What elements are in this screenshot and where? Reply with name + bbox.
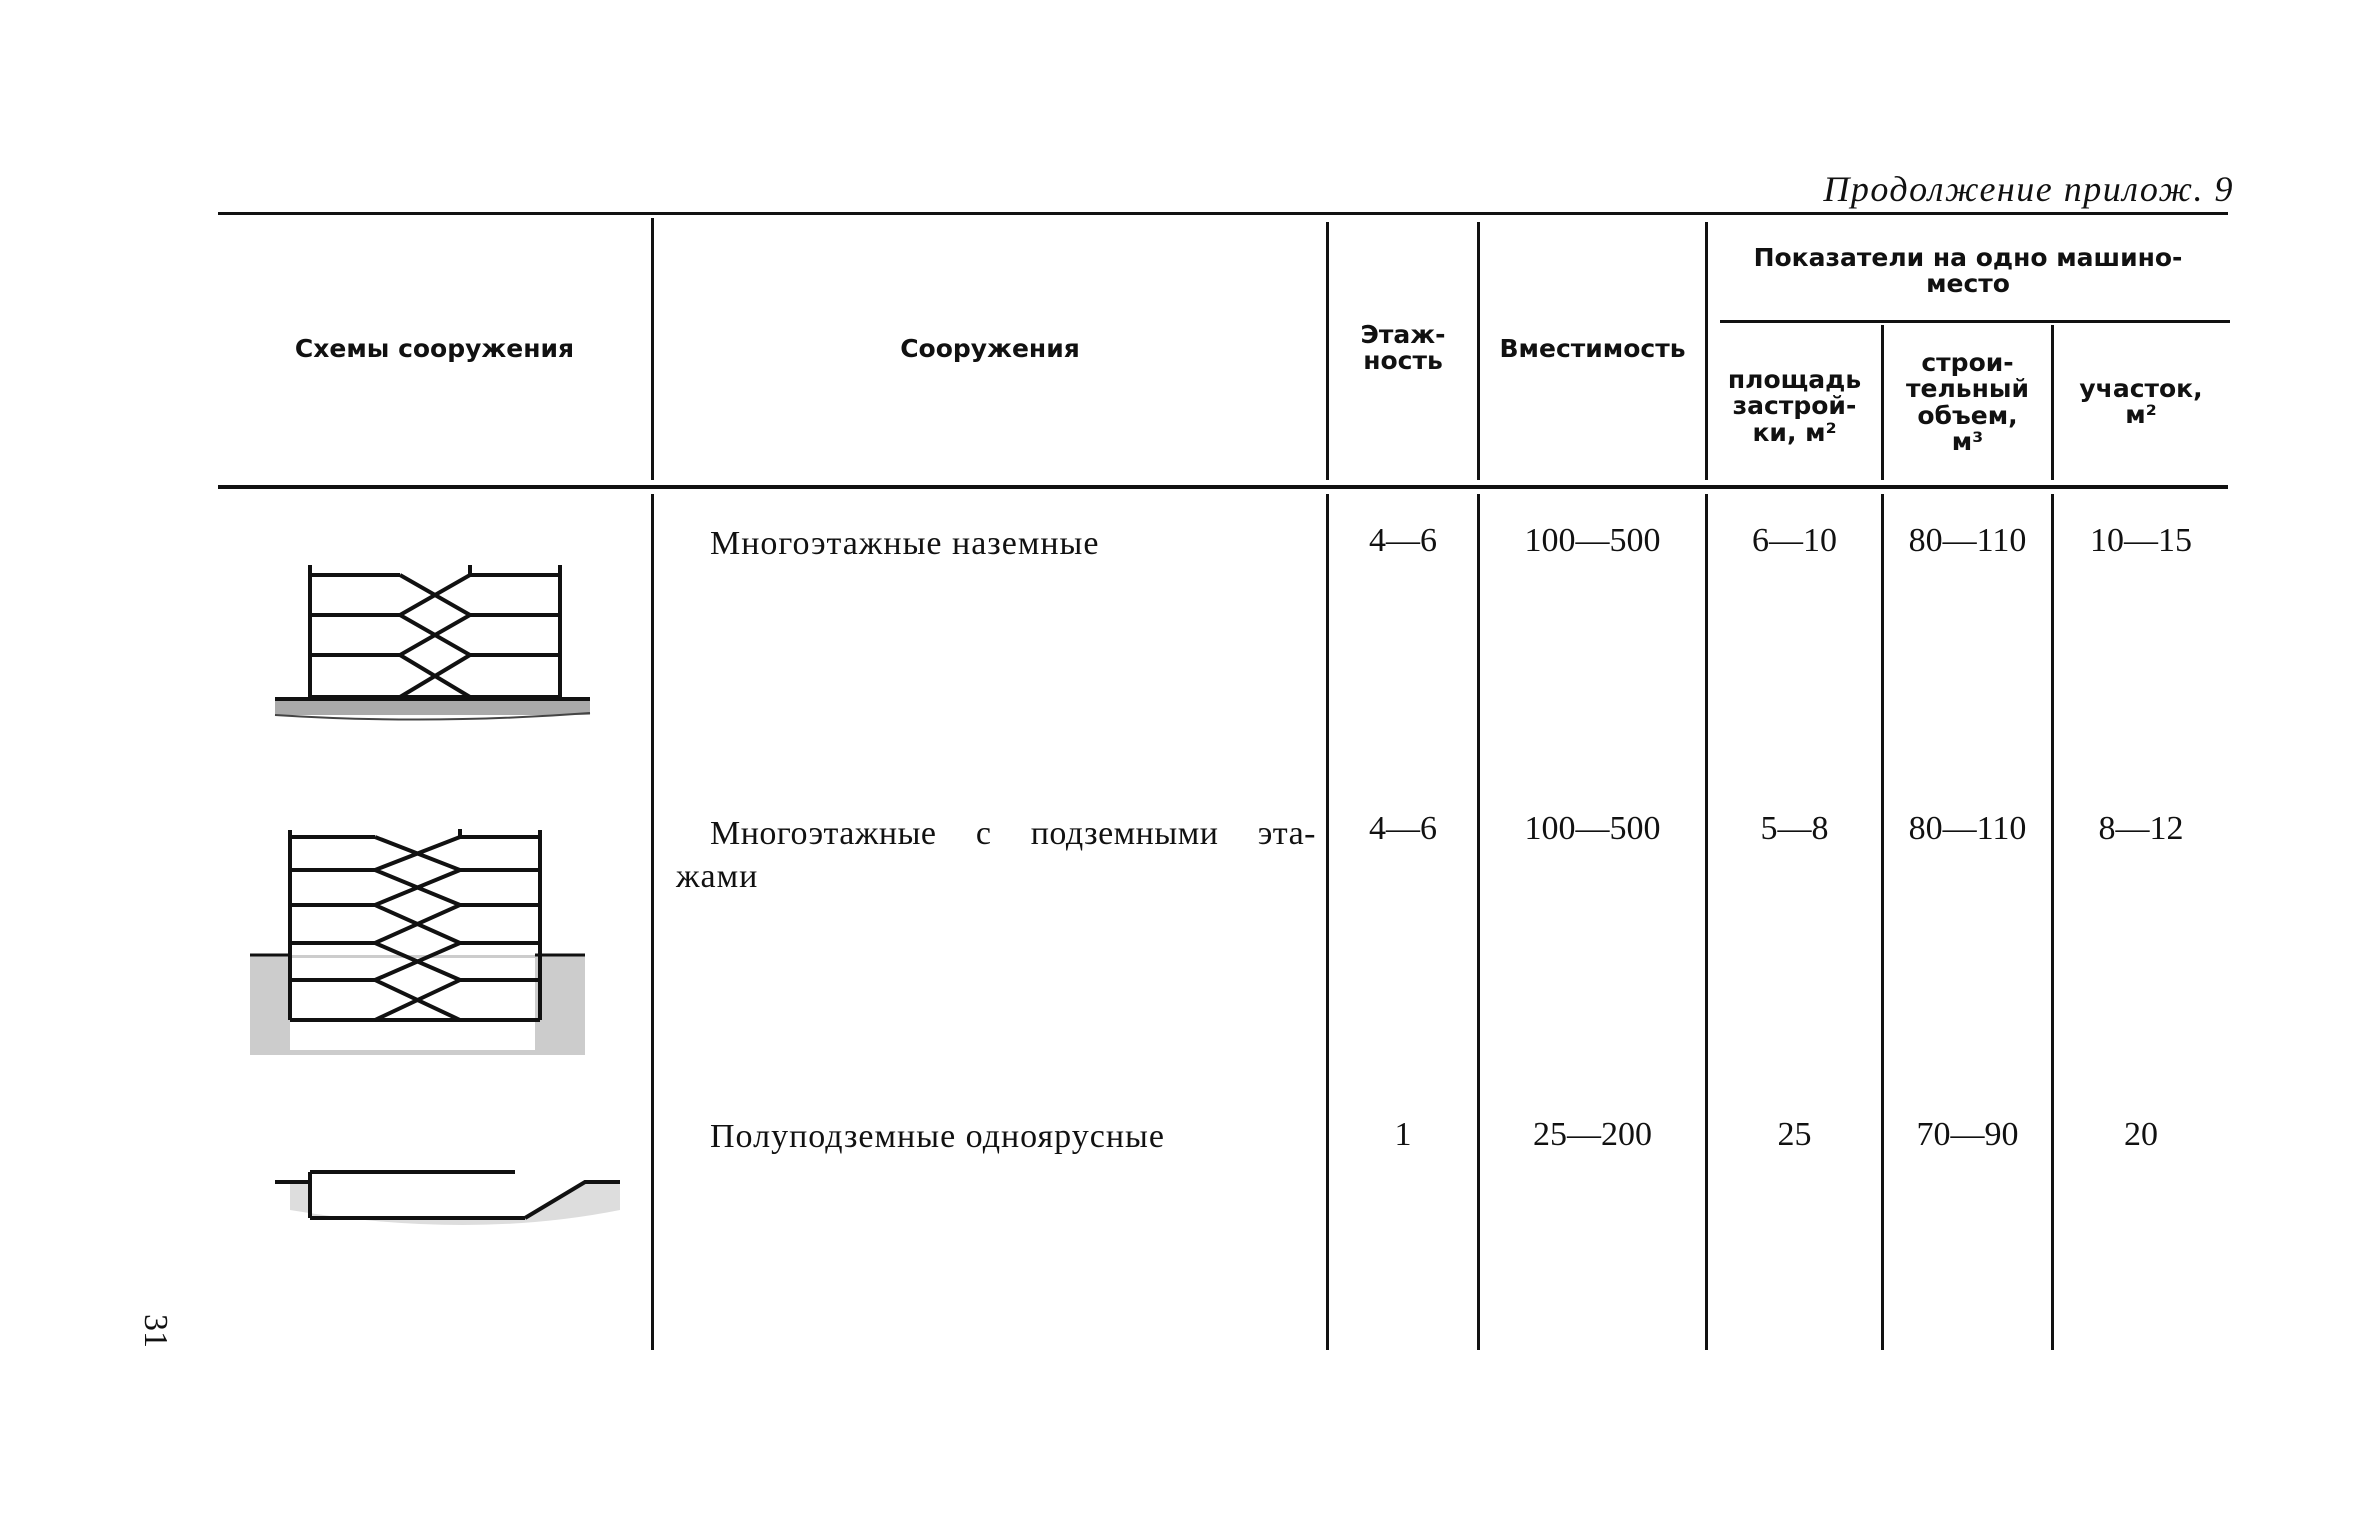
column-rule	[2051, 494, 2054, 1350]
page-number: 31	[137, 1314, 174, 1348]
semi-underground-single-tier-scheme-icon	[270, 1160, 630, 1240]
header-capacity: Вместимость	[1499, 334, 1686, 363]
cell-floors: 4—6	[1369, 810, 1437, 847]
cell-plot: 20	[2124, 1116, 2158, 1153]
cell-plot: 8—12	[2098, 810, 2184, 847]
header-structures: Сооружения	[900, 334, 1080, 363]
structure-name: Многоэтажные наземные	[710, 525, 1100, 562]
cell-volume: 70—90	[1916, 1116, 2019, 1153]
cell-area: 5—8	[1760, 810, 1829, 847]
cell-capacity: 25—200	[1533, 1116, 1652, 1153]
structure-name: Полуподземные одноярусные	[710, 1118, 1165, 1155]
header-group: Показатели на одно машино- место	[1753, 243, 2183, 299]
header-floors: Этаж- ность	[1360, 320, 1446, 376]
group-header-rule	[1720, 320, 2230, 323]
multistory-aboveground-scheme-icon	[270, 555, 600, 725]
column-rule	[1705, 494, 1708, 1350]
structure-name-line1: Многоэтажные с подземными эта-	[710, 815, 1316, 852]
table-top-rule	[218, 212, 2228, 215]
header-bottom-rule	[218, 485, 2228, 489]
column-rule	[1881, 494, 1884, 1350]
header-volume: строи- тельный объем, м³	[1906, 348, 2029, 456]
cell-area: 6—10	[1752, 522, 1837, 559]
header-area: площадь застрой- ки, м²	[1727, 365, 1862, 447]
cell-area: 25	[1777, 1116, 1812, 1153]
cell-floors: 1	[1394, 1116, 1412, 1153]
multistory-underground-scheme-icon	[245, 825, 595, 1060]
header-plot: участок, м²	[2079, 374, 2203, 430]
cell-volume: 80—110	[1908, 522, 2027, 559]
continuation-note: Продолжение прилож. 9	[1823, 169, 2234, 209]
column-rule	[651, 494, 654, 1350]
cell-plot: 10—15	[2090, 522, 2192, 559]
cell-capacity: 100—500	[1524, 810, 1661, 847]
column-rule	[1326, 494, 1329, 1350]
cell-floors: 4—6	[1369, 522, 1437, 559]
header-schemes: Схемы сооружения	[294, 334, 575, 363]
cell-volume: 80—110	[1908, 810, 2027, 847]
structure-name-line2: жами	[676, 858, 759, 895]
cell-capacity: 100—500	[1524, 522, 1661, 559]
column-rule	[1477, 494, 1480, 1350]
